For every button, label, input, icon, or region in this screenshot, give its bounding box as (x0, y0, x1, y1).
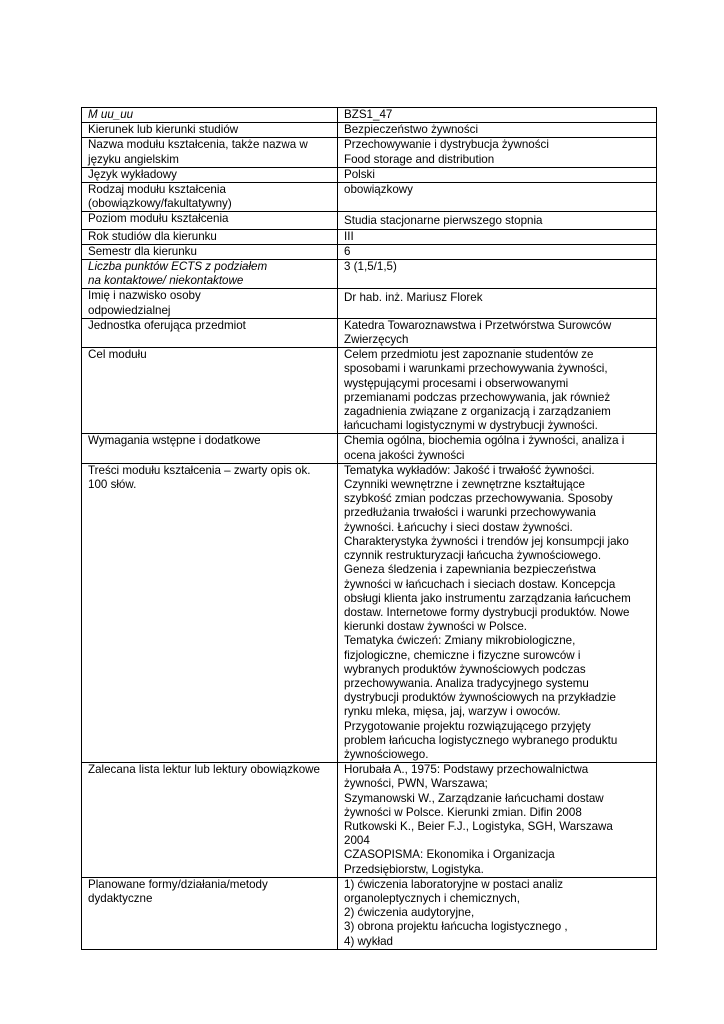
table-row-module-goal (82, 348, 657, 434)
table-row-requirements (82, 434, 657, 463)
row-value-responsible-person: Dr hab. inż. Mariusz Florek (338, 289, 657, 318)
row-label-module-name: Nazwa modułu kształcenia, także nazwa w języku angielskim (82, 138, 338, 167)
table-row-module-code (82, 108, 657, 123)
table-row-field-of-study (82, 123, 657, 138)
table-row-module-level (82, 212, 657, 229)
row-value-module-type: obowiązkowy (338, 183, 657, 212)
row-value-module-code: BZS1_47 (338, 108, 657, 123)
table-row-semester (82, 244, 657, 259)
row-value-reading-list: Horubała A., 1975: Podstawy przechowalnictwa żywności, PWN, Warszawa; Szymanowski W., Zarządzanie łańcuchami dostaw żywności w Polsce. Kierunki zmian. Difin 2008 Rutkowski K., Beier F.J., Logistyka, SGH, Warszawa 2004 CZASOPISMA: Ekonomika i Organizacja Przedsiębiorstw, Logistyka. (338, 763, 657, 878)
row-label-requirements: Wymagania wstępne i dodatkowe (82, 434, 338, 463)
row-label-teaching-methods: Planowane formy/działania/metody dydaktyczne (82, 877, 338, 949)
row-value-teaching-methods: 1) ćwiczenia laboratoryjne w postaci analiz organoleptycznych i chemicznych, 2) ćwiczenia audytoryjne, 3) obrona projektu łańcucha logistycznego , 4) wykład (338, 877, 657, 949)
table-row-teaching-methods (82, 877, 657, 949)
row-label-module-content: Treści modułu kształcenia – zwarty opis ok. 100 słów. (82, 463, 338, 762)
row-value-semester: 6 (338, 244, 657, 259)
row-value-module-content: Tematyka wykładów: Jakość i trwałość żywności. Czynniki wewnętrzne i zewnętrzne kształtujące szybkość zmian podczas przechowywania. Sposoby przedłużania trwałości i warunki przechowywania żywności. Łańcuchy i sieci dostaw żywności. Charakterystyka żywności i trendów jej konsumpcji jako czynnik restrukturyzacji łańcucha żywnościowego. Geneza śledzenia i zapewniania bezpieczeństwa żywności w łańcuchach i sieciach dostaw. Koncepcja obsługi klienta jako instrumentu zarządzania łańcuchem dostaw. Internetowe formy dystrybucji produktów. Nowe kierunki dostaw żywności w Polsce. Tematyka ćwiczeń: Zmiany mikrobiologiczne, fizjologiczne, chemiczne i fizyczne surowców i wybranych produktów żywnościowych podczas przechowywania. Analiza tradycyjnego systemu dystrybucji produktów żywnościowych na przykładzie rynku mleka, mięsa, jaj, warzyw i owoców. Przygotowanie projektu rozwiązującego przyjęty problem łańcucha logistycznego wybranego produktu żywnościowego. (338, 463, 657, 762)
row-value-language: Polski (338, 167, 657, 182)
table-row-study-year (82, 229, 657, 244)
row-label-study-year: Rok studiów dla kierunku (82, 229, 338, 244)
row-value-requirements: Chemia ogólna, biochemia ogólna i żywności, analiza i ocena jakości żywności (338, 434, 657, 463)
row-value-module-level: Studia stacjonarne pierwszego stopnia (338, 212, 657, 229)
row-label-responsible-person: Imię i nazwisko osoby odpowiedzialnej (82, 289, 338, 318)
row-label-unit: Jednostka oferująca przedmiot (82, 318, 338, 347)
row-label-semester: Semestr dla kierunku (82, 244, 338, 259)
row-value-study-year: III (338, 229, 657, 244)
row-label-module-type: Rodzaj modułu kształcenia (obowiązkowy/fakultatywny) (82, 183, 338, 212)
row-label-module-code: M uu_uu (82, 108, 338, 123)
table-row-responsible-person (82, 289, 657, 318)
row-value-module-name: Przechowywanie i dystrybucja żywności Food storage and distribution (338, 138, 657, 167)
row-label-ects: Liczba punktów ECTS z podziałem na kontaktowe/ niekontaktowe (82, 260, 338, 289)
table-row-ects (82, 260, 657, 289)
table-row-unit (82, 318, 657, 347)
row-label-module-goal: Cel modułu (82, 348, 338, 434)
row-value-ects: 3 (1,5/1,5) (338, 260, 657, 289)
row-label-field-of-study: Kierunek lub kierunki studiów (82, 123, 338, 138)
row-value-unit: Katedra Towaroznawstwa i Przetwórstwa Surowców Zwierzęcych (338, 318, 657, 347)
row-label-reading-list: Zalecana lista lektur lub lektury obowiązkowe (82, 763, 338, 878)
table-row-module-content (82, 463, 657, 762)
row-value-field-of-study: Bezpieczeństwo żywności (338, 123, 657, 138)
table-row-language (82, 167, 657, 182)
table-row-module-name (82, 138, 657, 167)
row-label-language: Język wykładowy (82, 167, 338, 182)
row-value-module-goal: Celem przedmiotu jest zapoznanie studentów ze sposobami i warunkami przechowywania żywności, występującymi procesami i obserwowanymi przemianami podczas przechowywania, jak również zagadnienia związane z organizacją i zarządzaniem łańcuchami logistycznymi w dystrybucji żywności. (338, 348, 657, 434)
table-row-reading-list (82, 763, 657, 878)
row-label-module-level: Poziom modułu kształcenia (82, 212, 338, 229)
table-row-module-type (82, 183, 657, 212)
module-description-table (81, 107, 657, 950)
